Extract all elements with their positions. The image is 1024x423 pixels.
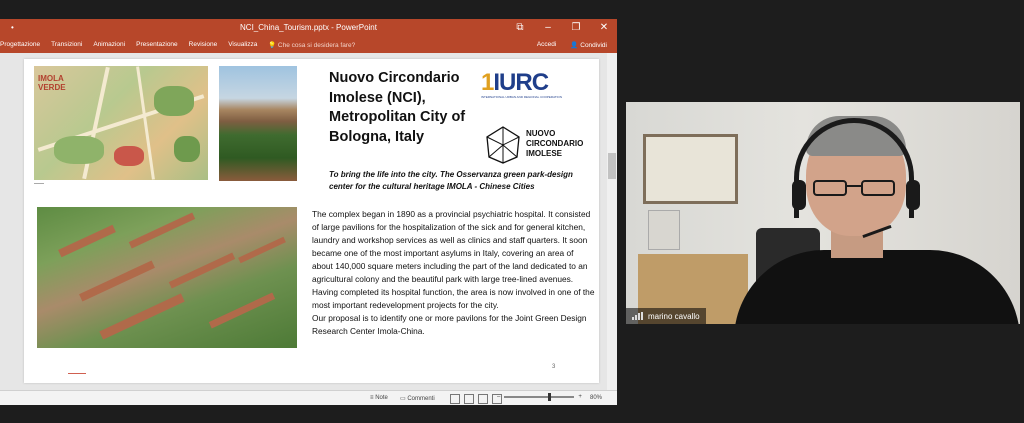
slide-canvas [0,53,617,390]
map-caption-line [34,183,44,184]
window-title: NCI_China_Tourism.pptx - PowerPoint [240,23,377,32]
zoom-track[interactable] [504,396,574,398]
tab-animazioni[interactable]: Animazioni [93,41,126,48]
headset-earcup-left [792,180,806,210]
powerpoint-window [0,19,617,405]
ribbon-tabs [0,39,617,53]
slide-3[interactable] [24,59,599,383]
headset-earcup-right [906,180,920,210]
nci-logo [484,125,594,165]
tab-progettazione[interactable]: Progettazione [0,41,41,48]
person-icon: 👤 [570,42,579,49]
vertical-scrollbar[interactable] [607,53,617,390]
zoom-slider[interactable] [497,394,582,400]
participant-nameplate [626,308,706,324]
imola-illustrated-map [34,66,208,180]
slide-sorter-icon[interactable] [464,394,474,404]
scrollbar-thumb[interactable] [608,153,616,179]
notes-button[interactable] [370,395,388,401]
imola-rooftops-photo [219,66,297,181]
minimize-icon[interactable]: – [545,22,551,33]
signal-bars-icon [632,312,643,320]
iurc-logo-text: IURC [493,69,549,96]
wall-pennant [648,210,680,250]
nci-logo-line-3: IMOLESE [526,149,563,158]
comments-button[interactable] [400,395,435,402]
normal-view-icon[interactable] [450,394,460,404]
tab-visualizza[interactable]: Visualizza [228,41,258,48]
slide-body-text[interactable] [312,208,595,338]
slide-title[interactable]: Nuovo Circondario Imolese (NCI), Metropolitan City of Bologna, Italy [329,70,466,145]
share-button[interactable] [570,41,607,49]
share-label: Condividi [580,42,607,49]
notes-label: Note [375,395,388,401]
comment-icon: ▭ [400,396,406,402]
tell-me-text: Che cosa si desidera fare? [277,42,356,49]
body-paragraph-2: Our proposal is to identify one or more pavilons for the Joint Green Design Research Center Imola-China. [312,313,587,336]
wall-picture-frame [643,134,738,204]
nci-logo-line-1: NUOVO [526,129,556,138]
lightbulb-icon: 💡 [268,42,277,49]
quick-access-icon[interactable]: • [11,23,14,32]
osservanza-aerial-photo [37,207,297,348]
window-controls [513,22,611,33]
tab-revisione[interactable]: Revisione [188,41,218,48]
participant-video-tile[interactable] [626,102,1020,324]
zoom-in-icon[interactable]: + [578,394,582,400]
tab-presentazione[interactable]: Presentazione [136,41,178,48]
ribbon-display-icon[interactable]: ⧉ [516,22,524,33]
nci-logo-line-2: CIRCONDARIO [526,139,584,148]
zoom-level[interactable]: 80% [590,395,603,401]
comments-label: Commenti [407,396,435,402]
slide-page-number: 3 [552,364,556,370]
participant-name: marino cavallo [648,311,700,321]
slide-annotation-mark [68,373,86,374]
iurc-logo: 1IURC INTERNATIONAL URBAN AND REGIONAL COOPERATION [481,71,589,101]
notes-icon: ≡ [370,395,374,401]
zoom-out-icon[interactable]: – [497,394,501,400]
close-icon[interactable]: ✕ [599,22,609,33]
iurc-logo-subtitle: INTERNATIONAL URBAN AND REGIONAL COOPERATION [481,95,563,99]
status-bar [0,390,617,405]
nci-polyhedron-icon [484,125,522,165]
title-bar [0,19,617,39]
restore-icon[interactable]: ❐ [571,22,581,33]
reading-view-icon[interactable] [478,394,488,404]
sign-in-link[interactable]: Accedi [536,41,557,48]
view-buttons [450,394,502,404]
zoom-knob[interactable] [548,393,551,401]
body-paragraph-1: The complex began in 1890 as a provincial psychiatric hospital. It consisted of large pavilions for the hospitalization of the sick and for general kitchen, laundry and workshop services as well as clinics and staff quarters. It soon became one of the most important asylums in Italy, covering an area of about 140,000 square meters including the part of the land dedicated to an agricultural colony and the beautiful park with large tree-lined avenues. Having completed its hospital function, the area is now involved in one of the most important redevelopment projects for the city. [312,209,595,310]
slide-tagline[interactable]: To bring the life into the city. The Osservanza green park-design center for the cultural heritage IMOLA - Chinese Cities [329,170,573,191]
tab-transizioni[interactable]: Transizioni [51,41,83,48]
tell-me-search[interactable] [268,41,355,49]
map-label: IMOLA VERDE [38,74,66,92]
